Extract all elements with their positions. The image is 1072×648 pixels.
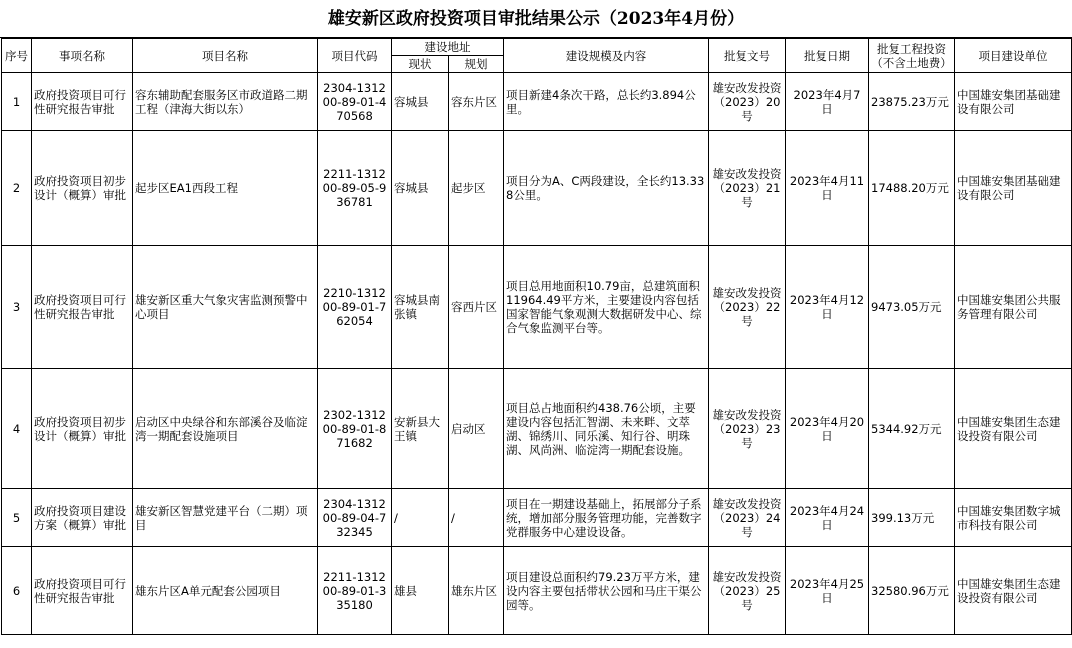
table-row (2, 246, 1072, 369)
header-row (2, 39, 1072, 56)
table-row (2, 369, 1072, 489)
cell-unit: 中国雄安集团基础建设有限公司 (955, 73, 1072, 131)
cell-item-type: 政府投资项目可行性研究报告审批 (32, 547, 133, 635)
cell-location-plan: 起步区 (449, 131, 504, 246)
cell-date: 2023年4月12日 (786, 246, 869, 369)
approval-table (1, 38, 1072, 635)
cell-location-plan: 容东片区 (449, 73, 504, 131)
cell-date: 2023年4月20日 (786, 369, 869, 489)
cell-project-code: 2210-131200-89-01-762054 (318, 246, 392, 369)
cell-investment: 17488.20万元 (869, 131, 955, 246)
cell-date: 2023年4月7日 (786, 73, 869, 131)
cell-location-plan: 容西片区 (449, 246, 504, 369)
header-project-name: 项目名称 (133, 39, 318, 73)
cell-location-current: 雄县 (392, 547, 449, 635)
cell-location-plan: / (449, 489, 504, 547)
cell-doc-no: 雄安改发投资（2023）21号 (709, 131, 786, 246)
cell-seq: 5 (2, 489, 32, 547)
table-row (2, 131, 1072, 246)
header-location-plan: 规划 (449, 56, 504, 73)
table-row (2, 489, 1072, 547)
cell-project-name: 雄安新区智慧党建平台（二期）项目 (133, 489, 318, 547)
cell-doc-no: 雄安改发投资（2023）25号 (709, 547, 786, 635)
cell-doc-no: 雄安改发投资（2023）24号 (709, 489, 786, 547)
cell-project-code: 2211-131200-89-05-936781 (318, 131, 392, 246)
cell-scale: 项目总用地面积10.79亩，总建筑面积11964.49平方米，主要建设内容包括国家智能气象观测大数据研发中心、综合气象监测平台等。 (504, 246, 709, 369)
cell-item-type: 政府投资项目可行性研究报告审批 (32, 246, 133, 369)
cell-unit: 中国雄安集团公共服务管理有限公司 (955, 246, 1072, 369)
cell-doc-no: 雄安改发投资（2023）20号 (709, 73, 786, 131)
cell-unit: 中国雄安集团生态建设投资有限公司 (955, 547, 1072, 635)
header-doc-no: 批复文号 (709, 39, 786, 73)
cell-seq: 4 (2, 369, 32, 489)
cell-unit: 中国雄安集团数字城市科技有限公司 (955, 489, 1072, 547)
page-title: 雄安新区政府投资项目审批结果公示（2023年4月份） (0, 0, 1072, 38)
cell-date: 2023年4月25日 (786, 547, 869, 635)
cell-item-type: 政府投资项目可行性研究报告审批 (32, 73, 133, 131)
cell-scale: 项目建设总面积约79.23万平方米，建设内容主要包括带状公园和马庄干渠公园等。 (504, 547, 709, 635)
cell-project-code: 2211-131200-89-01-335180 (318, 547, 392, 635)
cell-project-name: 雄东片区A单元配套公园项目 (133, 547, 318, 635)
table-row (2, 547, 1072, 635)
cell-date: 2023年4月24日 (786, 489, 869, 547)
cell-seq: 2 (2, 131, 32, 246)
cell-location-current: 容城县南张镇 (392, 246, 449, 369)
cell-investment: 5344.92万元 (869, 369, 955, 489)
cell-project-code: 2304-131200-89-04-732345 (318, 489, 392, 547)
cell-investment: 9473.05万元 (869, 246, 955, 369)
header-unit: 项目建设单位 (955, 39, 1072, 73)
cell-scale: 项目在一期建设基础上，拓展部分子系统，增加部分服务管理功能，完善数字党群服务中心建设设备。 (504, 489, 709, 547)
cell-project-name: 起步区EA1西段工程 (133, 131, 318, 246)
cell-project-name: 启动区中央绿谷和东部溪谷及临淀湾一期配套设施项目 (133, 369, 318, 489)
header-scale: 建设规模及内容 (504, 39, 709, 73)
cell-item-type: 政府投资项目建设方案（概算）审批 (32, 489, 133, 547)
header-location: 建设地址 (392, 39, 504, 56)
header-item-type: 事项名称 (32, 39, 133, 73)
cell-seq: 6 (2, 547, 32, 635)
header-seq: 序号 (2, 39, 32, 73)
cell-date: 2023年4月11日 (786, 131, 869, 246)
cell-item-type: 政府投资项目初步设计（概算）审批 (32, 369, 133, 489)
cell-location-current: / (392, 489, 449, 547)
cell-location-current: 安新县大王镇 (392, 369, 449, 489)
cell-location-current: 容城县 (392, 131, 449, 246)
cell-project-name: 容东辅助配套服务区市政道路二期工程（津海大街以东） (133, 73, 318, 131)
cell-investment: 32580.96万元 (869, 547, 955, 635)
header-investment: 批复工程投资（不含土地费） (869, 39, 955, 73)
cell-project-code: 2302-131200-89-01-871682 (318, 369, 392, 489)
cell-location-current: 容城县 (392, 73, 449, 131)
header-project-code: 项目代码 (318, 39, 392, 73)
table-row (2, 73, 1072, 131)
header-location-current: 现状 (392, 56, 449, 73)
cell-location-plan: 雄东片区 (449, 547, 504, 635)
cell-scale: 项目新建4条次干路，总长约3.894公里。 (504, 73, 709, 131)
cell-seq: 3 (2, 246, 32, 369)
cell-investment: 399.13万元 (869, 489, 955, 547)
cell-location-plan: 启动区 (449, 369, 504, 489)
cell-project-code: 2304-131200-89-01-470568 (318, 73, 392, 131)
cell-scale: 项目总占地面积约438.76公顷，主要建设内容包括汇智湖、未来畔、文萃湖、锦绣川、同乐溪、知行谷、明珠湖、风尚洲、临淀湾一期配套设施。 (504, 369, 709, 489)
cell-project-name: 雄安新区重大气象灾害监测预警中心项目 (133, 246, 318, 369)
cell-seq: 1 (2, 73, 32, 131)
cell-investment: 23875.23万元 (869, 73, 955, 131)
cell-unit: 中国雄安集团基础建设有限公司 (955, 131, 1072, 246)
header-date: 批复日期 (786, 39, 869, 73)
cell-unit: 中国雄安集团生态建设投资有限公司 (955, 369, 1072, 489)
cell-item-type: 政府投资项目初步设计（概算）审批 (32, 131, 133, 246)
cell-scale: 项目分为A、C两段建设，全长约13.338公里。 (504, 131, 709, 246)
cell-doc-no: 雄安改发投资（2023）22号 (709, 246, 786, 369)
cell-doc-no: 雄安改发投资（2023）23号 (709, 369, 786, 489)
